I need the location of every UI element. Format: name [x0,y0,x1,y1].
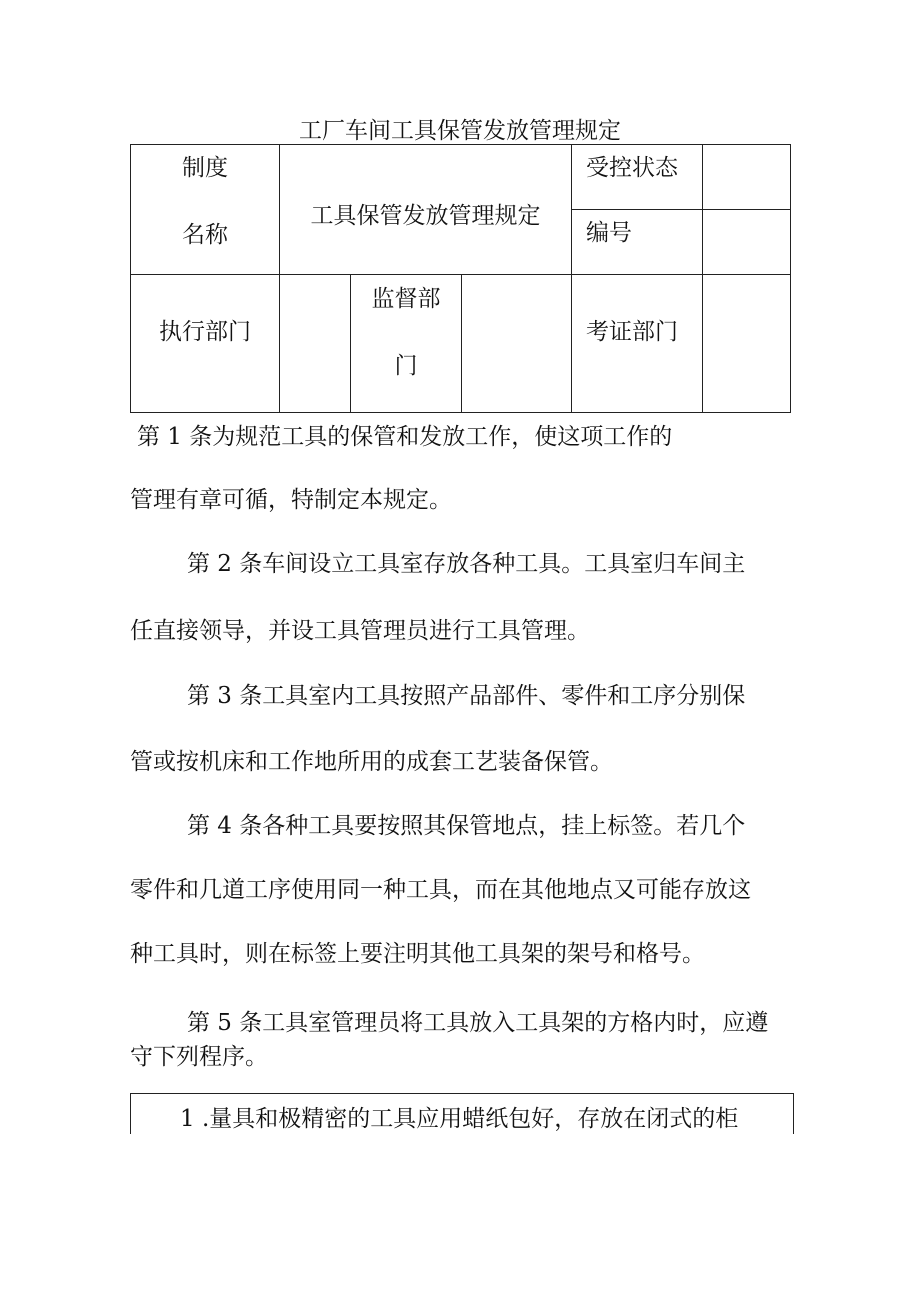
verify-dept-label-cell [572,275,703,413]
verify-dept-label: 考证部门 [586,319,678,345]
article-1-line-1: 第 1 条为规范工具的保管和发放工作，使这项工作的 [137,424,673,450]
name-value-cell [280,145,572,275]
article-2-line-1: 第 2 条车间设立工具室存放各种工具。工具室归车间主 [187,551,746,577]
name-label-cell [131,145,280,275]
article-2-line-2: 任直接领导，并设工具管理员进行工具管理。 [130,618,590,644]
article-3-line-2: 管或按机床和工作地所用的成套工艺装备保管。 [130,749,613,775]
article-5-line-1: 第 5 条工具室管理员将工具放入工具架的方格内时，应遵 [187,1010,769,1036]
number-label: 编号 [586,220,632,246]
exec-dept-value-cell [280,275,351,413]
name-label-line1: 制度 [182,155,228,181]
supervise-dept-label-line1: 监督部 [371,286,441,312]
article-4-line-1: 第 4 条各种工具要按照其保管地点，挂上标签。若几个 [187,813,746,839]
name-label-line2: 名称 [182,222,228,248]
article-1-line-2: 管理有章可循，特制定本规定。 [130,487,452,513]
article-4-line-2: 零件和几道工序使用同一种工具，而在其他地点又可能存放这 [130,877,751,903]
exec-dept-label: 执行部门 [159,319,251,345]
article-5-line-2: 守下列程序。 [130,1044,268,1070]
document-title: 工厂车间工具保管发放管理规定 [299,118,621,144]
control-status-label: 受控状态 [586,155,678,181]
supervise-dept-value-cell [462,275,572,413]
control-status-value-cell [703,145,791,210]
name-value: 工具保管发放管理规定 [310,203,541,229]
article-4-line-3: 种工具时，则在标签上要注明其他工具架的架号和格号。 [130,941,705,967]
supervise-dept-label-cell [351,275,462,413]
verify-dept-value-cell [703,275,791,413]
regulation-info-table [130,144,791,413]
number-label-cell [572,210,703,275]
exec-dept-label-cell [131,275,280,413]
control-status-label-cell [572,145,703,210]
article-3-line-1: 第 3 条工具室内工具按照产品部件、零件和工序分别保 [187,683,746,709]
procedure-item-1: 1 .量具和极精密的工具应用蜡纸包好，存放在闭式的柜 [180,1106,739,1132]
number-value-cell [703,210,791,275]
supervise-dept-label-line2: 门 [394,353,418,379]
